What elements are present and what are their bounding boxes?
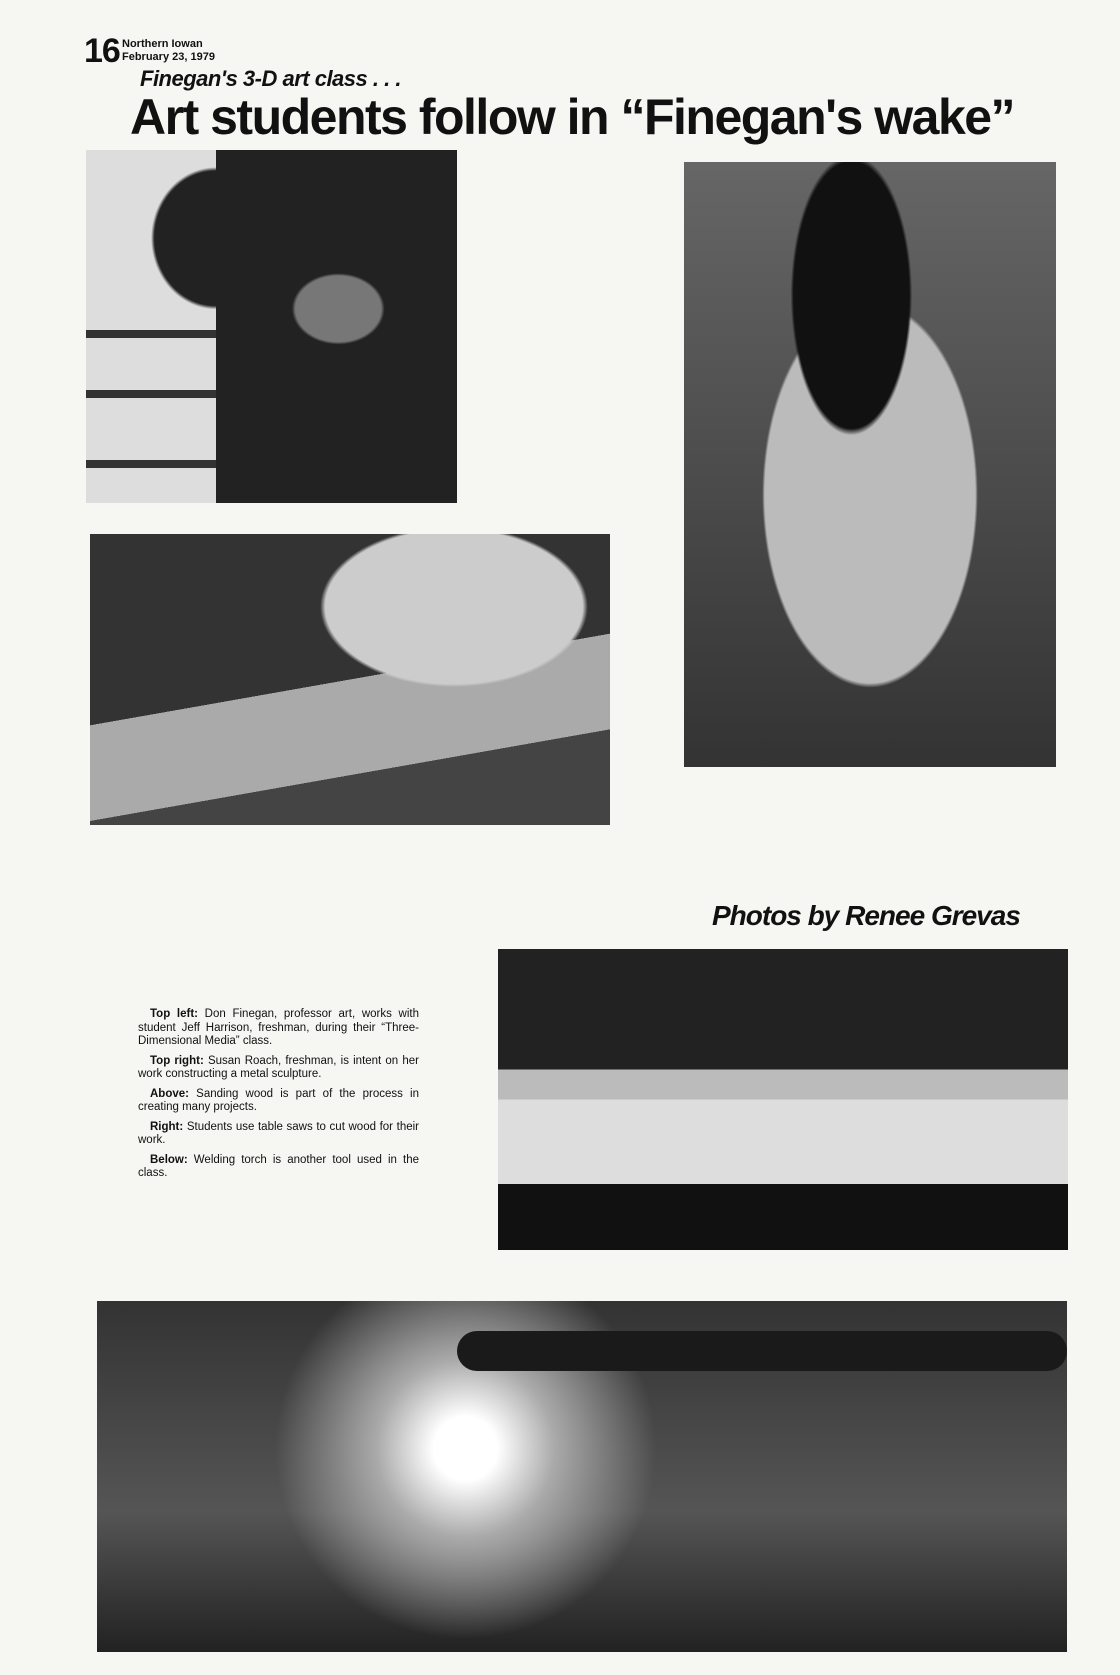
caption-below: Below: Welding torch is another tool used in the class. — [138, 1153, 419, 1179]
photo-captions — [138, 1008, 419, 1187]
issue-date: February 23, 1979 — [122, 51, 215, 63]
caption-top-right: Top right: Susan Roach, freshman, is intent on her work constructing a metal sculpture. — [138, 1054, 419, 1080]
photo-credit: Photos by Renee Grevas — [712, 900, 1020, 931]
page-number: 16 — [84, 32, 120, 70]
caption-above: Above: Sanding wood is part of the process in creating many projects. — [138, 1087, 419, 1113]
caption-top-left: Top left: Don Finegan, professor art, works with student Jeff Harrison, freshman, during their “Three-Dimensional Media” class. — [138, 1008, 420, 1047]
photo-finegan-and-student — [86, 150, 457, 503]
photo-student-metal-sculpture — [684, 162, 1056, 767]
headline: Art students follow in “Finegan's wake” — [130, 89, 1015, 145]
photo-table-saw — [498, 949, 1068, 1250]
publication-name: Northern Iowan — [122, 38, 203, 50]
masthead — [122, 38, 215, 64]
photo-welding-torch — [97, 1301, 1067, 1652]
caption-right: Right: Students use table saws to cut wood for their work. — [138, 1120, 419, 1146]
kicker: Finegan's 3-D art class . . . — [140, 66, 401, 91]
photo-sanding-wood — [90, 534, 610, 825]
